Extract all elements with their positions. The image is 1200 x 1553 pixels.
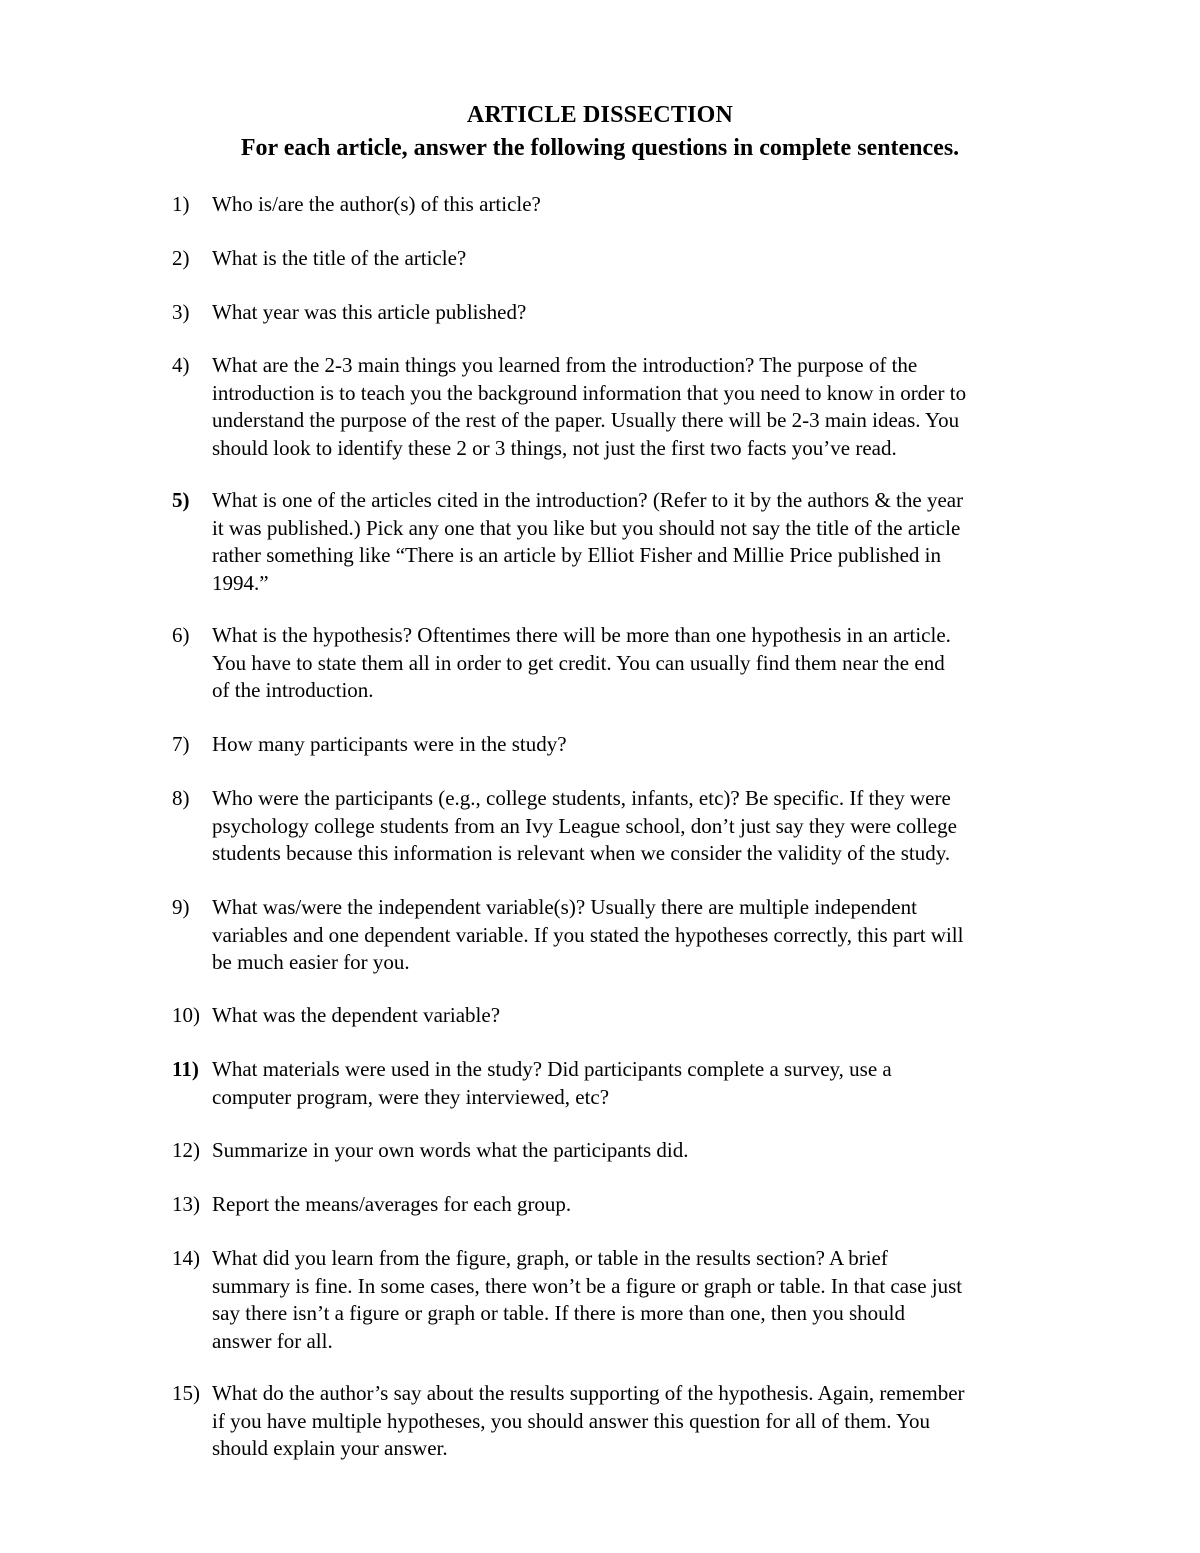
question-line: Who is/are the author(s) of this article? — [212, 192, 541, 216]
question-text — [212, 785, 1072, 868]
question-15 — [172, 1380, 1072, 1463]
question-number: 6) — [172, 623, 190, 647]
question-13 — [172, 1191, 1072, 1219]
question-3 — [172, 299, 1072, 327]
question-number: 13) — [172, 1192, 200, 1216]
page-instructions: For each article, answer the following questions in complete sentences. — [240, 135, 960, 161]
question-10 — [172, 1002, 1072, 1030]
question-line: What is one of the articles cited in the introduction? (Refer to it by the authors & the year — [212, 488, 964, 512]
question-7 — [172, 731, 1072, 759]
question-5 — [172, 487, 1072, 597]
question-line: Who were the participants (e.g., college students, infants, etc)? Be specific. If they were — [212, 786, 951, 810]
question-text — [212, 622, 1072, 705]
question-line: computer program, were they interviewed, etc? — [212, 1084, 610, 1109]
question-line: You have to state them all in order to get credit. You can usually find them near the end — [212, 650, 945, 675]
question-line: answer for all. — [212, 1328, 333, 1353]
question-line: summary is fine. In some cases, there won’t be a figure or graph or table. In that case just — [212, 1273, 963, 1298]
question-text — [212, 245, 1072, 273]
question-number: 5) — [172, 488, 190, 512]
question-line: it was published.) Pick any one that you like but you should not say the title of the article — [212, 515, 961, 540]
question-text — [212, 1380, 1072, 1463]
question-line: What year was this article published? — [212, 300, 527, 324]
question-text — [212, 299, 1072, 327]
question-line: should look to identify these 2 or 3 things, not just the first two facts you’ve read. — [212, 435, 897, 460]
question-line: What was/were the independent variable(s)? Usually there are multiple independent — [212, 895, 917, 919]
question-line: say there isn’t a figure or graph or table. If there is more than one, then you should — [212, 1301, 905, 1325]
question-1 — [172, 191, 1072, 219]
question-number: 8) — [172, 786, 190, 810]
question-text — [212, 894, 1072, 977]
question-line: How many participants were in the study? — [212, 732, 567, 756]
question-line: What is the title of the article? — [212, 246, 467, 270]
question-text — [212, 191, 1072, 219]
question-2 — [172, 245, 1072, 273]
question-number: 1) — [172, 192, 190, 216]
question-line: What materials were used in the study? Did participants complete a survey, use a — [212, 1057, 892, 1081]
question-line: if you have multiple hypotheses, you should answer this question for all of them. You — [212, 1408, 931, 1433]
question-text — [212, 352, 1072, 462]
question-number: 2) — [172, 246, 190, 270]
question-number: 10) — [172, 1003, 200, 1027]
question-8 — [172, 785, 1072, 868]
question-9 — [172, 894, 1072, 977]
question-line: What was the dependent variable? — [212, 1003, 501, 1027]
question-number: 11) — [172, 1057, 199, 1081]
question-number: 9) — [172, 895, 190, 919]
question-line: understand the purpose of the rest of the paper. Usually there will be 2-3 main ideas. You — [212, 408, 960, 432]
question-number: 12) — [172, 1138, 200, 1162]
question-text — [212, 1191, 1072, 1219]
question-number: 3) — [172, 300, 190, 324]
question-line: variables and one dependent variable. If you stated the hypotheses correctly, this part will — [212, 922, 964, 947]
question-line: rather something like “There is an article by Elliot Fisher and Millie Price published in — [212, 543, 941, 567]
question-line: students because this information is relevant when we consider the validity of the study. — [212, 841, 951, 865]
question-text — [212, 487, 1072, 597]
question-text — [212, 1245, 1072, 1355]
question-line: 1994.” — [212, 570, 269, 595]
question-line: What do the author’s say about the results supporting of the hypothesis. Again, remember — [212, 1381, 965, 1405]
question-number: 15) — [172, 1381, 200, 1405]
question-number: 4) — [172, 353, 190, 377]
question-text — [212, 731, 1072, 759]
question-line: What are the 2-3 main things you learned from the introduction? The purpose of the — [212, 353, 918, 377]
question-line: should explain your answer. — [212, 1436, 448, 1460]
question-4 — [172, 352, 1072, 462]
question-line: of the introduction. — [212, 678, 374, 702]
question-line: What is the hypothesis? Oftentimes there will be more than one hypothesis in an article. — [212, 623, 951, 647]
page-title: ARTICLE DISSECTION — [466, 102, 734, 128]
question-text — [212, 1002, 1072, 1030]
question-line: introduction is to teach you the background information that you need to know in order to — [212, 380, 967, 405]
question-14 — [172, 1245, 1072, 1355]
question-11 — [172, 1056, 1072, 1111]
question-line: psychology college students from an Ivy League school, don’t just say they were college — [212, 813, 957, 838]
question-line: Report the means/averages for each group. — [212, 1192, 572, 1216]
question-line: Summarize in your own words what the participants did. — [212, 1138, 689, 1162]
question-number: 7) — [172, 732, 190, 756]
question-line: be much easier for you. — [212, 950, 410, 974]
question-text — [212, 1137, 1072, 1165]
question-6 — [172, 622, 1072, 705]
question-text — [212, 1056, 1072, 1111]
question-12 — [172, 1137, 1072, 1165]
question-number: 14) — [172, 1246, 200, 1270]
question-line: What did you learn from the figure, graph, or table in the results section? A brief — [212, 1246, 888, 1270]
